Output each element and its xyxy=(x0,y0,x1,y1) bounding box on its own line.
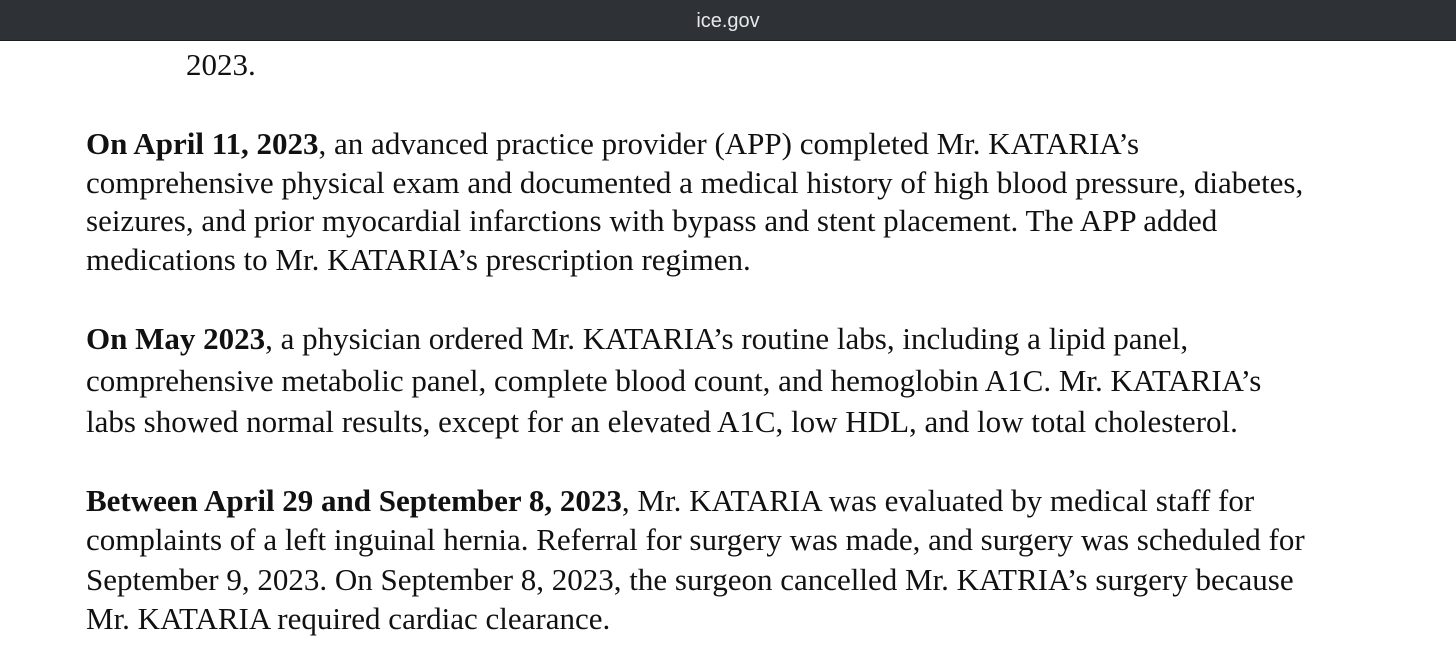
paragraph-line xyxy=(86,125,1426,164)
paragraph-line: medications to Mr. KATARIA’s prescription regimen. xyxy=(86,241,751,277)
paragraph-line: seizures, and prior myocardial infarctions with bypass and stent placement. The APP added xyxy=(86,203,1218,238)
paragraph-lead-date: On May 2023 xyxy=(86,321,266,356)
url-label[interactable]: ice.gov xyxy=(696,10,760,32)
paragraph-april-29-september-8 xyxy=(86,481,1426,638)
paragraph-may-2023 xyxy=(86,318,1426,443)
browser-address-bar[interactable] xyxy=(0,0,1456,41)
paragraph-text: , Mr. KATARIA was evaluated by medical staff for xyxy=(621,483,1255,518)
paragraph-line: labs showed normal results, except for an elevated A1C, low HDL, and low total cholesterol. xyxy=(86,404,1238,439)
paragraph-line: September 9, 2023. On September 8, 2023, the surgeon cancelled Mr. KATRIA’s surgery because xyxy=(86,561,1294,597)
paragraph-line: comprehensive physical exam and documented a medical history of high blood pressure, diabetes, xyxy=(86,164,1304,200)
paragraph-text: , a physician ordered Mr. KATARIA’s routine labs, including a lipid panel, xyxy=(265,321,1189,356)
paragraph-line: complaints of a left inguinal hernia. Referral for surgery was made, and surgery was scheduled for xyxy=(86,522,1305,558)
paragraph-text: , an advanced practice provider (APP) completed Mr. KATARIA’s xyxy=(318,126,1140,161)
paragraph-lead-date: Between April 29 and September 8, 2023 xyxy=(86,483,622,518)
paragraph-line xyxy=(86,318,1426,360)
paragraph-april-11 xyxy=(86,125,1426,279)
paragraph-line xyxy=(86,481,1426,520)
cut-off-text-line: 2023. xyxy=(186,47,256,82)
paragraph-line: comprehensive metabolic panel, complete blood count, and hemoglobin A1C. Mr. KATARIA’s xyxy=(86,362,1262,398)
paragraph-lead-date: On April 11, 2023 xyxy=(86,126,319,161)
paragraph-line: Mr. KATARIA required cardiac clearance. xyxy=(86,600,611,636)
